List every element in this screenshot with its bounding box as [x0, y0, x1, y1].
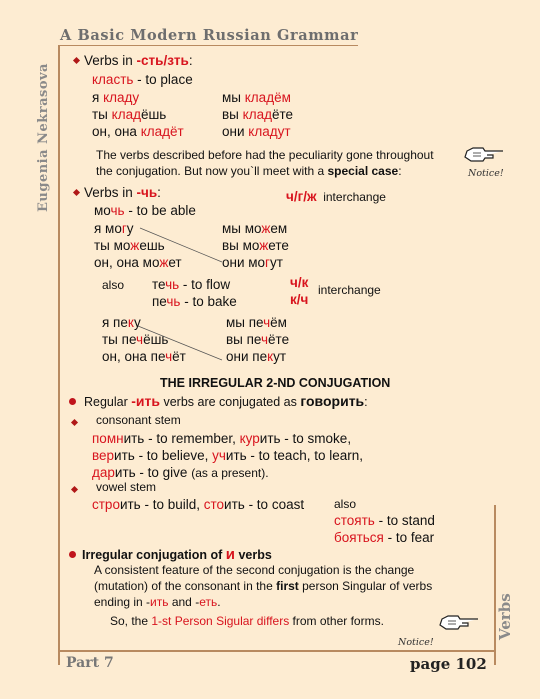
- book-title: A Basic Modern Russian Grammar: [60, 27, 359, 44]
- s2-left-3: он, она может: [94, 255, 182, 270]
- s2-title: Verbs in -чь:: [84, 185, 161, 200]
- s2-pek-1: я пеку: [102, 315, 141, 330]
- footer-part: Part 7: [66, 655, 114, 671]
- s2-also-2: печь - to bake: [152, 294, 237, 309]
- s2-left-2: ты можешь: [94, 238, 165, 253]
- author-name: Eugenia Nekrasova: [36, 63, 51, 212]
- s2-right-2: вы можете: [222, 238, 289, 253]
- s3-cons-line-2: верить - to believe, учить - to teach, to learn,: [92, 448, 363, 463]
- s2-pair-2: к/ч: [290, 292, 309, 307]
- s4-para-1: A consistent feature of the second conjugation is the change: [94, 563, 415, 577]
- s3-cons-line-1: помнить - to remember, курить - to smoke,: [92, 431, 352, 446]
- s2-pek-3: он, она печёт: [102, 349, 186, 364]
- s2-also-1: течь - to flow: [152, 277, 231, 292]
- s2-pech-1: мы печём: [226, 315, 287, 330]
- dot-bullet-icon: [69, 398, 76, 405]
- s2-left-1: я могу: [94, 221, 134, 236]
- s4-para-3: ending in -ить and -еть.: [94, 595, 221, 609]
- s3-regular: Regular -ить verbs are conjugated as говорить:: [84, 393, 368, 409]
- s1-left-2: ты кладёшь: [92, 107, 167, 122]
- s3-consonant-label: consonant stem: [96, 413, 181, 427]
- page-number: page 102: [410, 655, 487, 673]
- s4-title: Irregular conjugation of и verbs: [82, 546, 272, 563]
- s3-also: also: [334, 497, 357, 511]
- s2-pech-2: вы печёте: [226, 332, 290, 347]
- s2-pair-1: ч/к: [290, 275, 309, 290]
- s1-right-1: мы кладём: [222, 90, 291, 105]
- s2-pair-word: interchange: [318, 283, 381, 297]
- s2-interchange: ч/г/ж interchange: [286, 189, 386, 204]
- s1-title: Verbs in -сть/зть:: [84, 53, 193, 68]
- s1-right-3: они кладут: [222, 124, 291, 139]
- s3-cons-line-3: дарить - to give (as a present).: [92, 465, 269, 480]
- s3-also-1: стоять - to stand: [334, 513, 435, 528]
- s1-left-1: я кладу: [92, 90, 140, 105]
- notice-label: Notice!: [468, 168, 504, 179]
- s2-pech-3: они пекут: [226, 349, 287, 364]
- s3-vowel-line-1: строить - to build, стоить - to coast: [92, 497, 305, 512]
- s2-right-1: мы можем: [222, 221, 288, 236]
- s2-right-3: они могут: [222, 255, 283, 270]
- s1-right-2: вы кладёте: [222, 107, 294, 122]
- s1-note-1: The verbs described before had the peculiarity gone throughout: [96, 148, 434, 162]
- s2-infinitive: мочь - to be able: [94, 203, 196, 218]
- s1-note-2: the conjugation. But now you`ll meet with a special case:: [96, 164, 402, 178]
- s2-pek-2: ты печёшь: [102, 332, 169, 347]
- s3-vowel-label: vowel stem: [96, 480, 157, 494]
- section-name: Verbs: [496, 593, 514, 640]
- pointing-hand-icon: [438, 611, 480, 633]
- s4-summary: So, the 1-st Person Sigular differs from other forms.: [110, 614, 384, 628]
- notice-label: Notice!: [398, 637, 434, 648]
- dot-bullet-icon: [69, 551, 76, 558]
- s1-infinitive: класть - to place: [92, 72, 193, 87]
- s1-left-3: он, она кладёт: [92, 124, 184, 139]
- s3-also-2: бояться - to fear: [334, 530, 435, 545]
- s2-also: also: [102, 278, 125, 292]
- s4-para-2: (mutation) of the consonant in the first person Singular of verbs: [94, 579, 433, 593]
- section-heading: THE IRREGULAR 2-ND CONJUGATION: [160, 376, 391, 390]
